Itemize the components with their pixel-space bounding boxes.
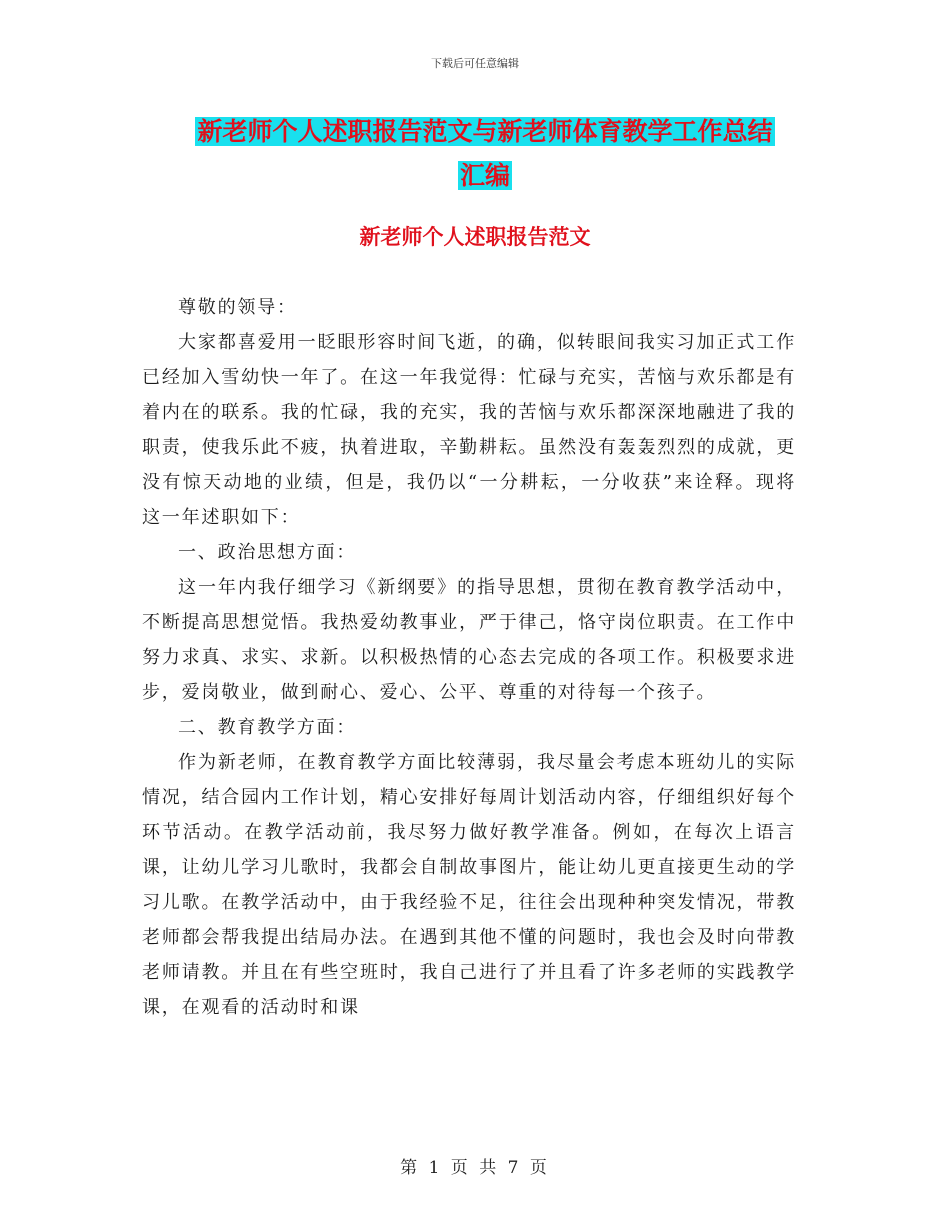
document-title	[150, 110, 820, 198]
section-title: 新老师个人述职报告范文	[359, 224, 591, 249]
section-heading: 二、教育教学方面：	[178, 717, 357, 738]
section-heading: 一、政治思想方面：	[178, 542, 357, 563]
title-line-1: 新老师个人述职报告范文与新老师体育教学工作总结	[197, 117, 773, 146]
body-paragraph: 这一年内我仔细学习《新纲要》的指导思想，贯彻在教育教学活动中，不断提高思想觉悟。我热爱幼教事业，严于律己，恪守岗位职责。在工作中努力求真、求实、求新。以积极热情的心态去完成的各项工作。积极要求进步，爱岗敬业，做到耐心、爱心、公平、尊重的对待每一个孩子。	[142, 577, 796, 703]
page-footer: 第 1 页 共 7 页	[400, 1158, 550, 1178]
header-note: 下载后可任意编辑	[431, 57, 519, 70]
document-body	[142, 290, 796, 1025]
body-paragraph: 大家都喜爱用一眨眼形容时间飞逝，的确，似转眼间我实习加正式工作已经加入雪幼快一年了。在这一年我觉得：忙碌与充实，苦恼与欢乐都是有着内在的联系。我的忙碌，我的充实，我的苦恼与欢乐都深深地融进了我的职责，使我乐此不疲，执着进取，辛勤耕耘。虽然没有轰轰烈烈的成就，更没有惊天动地的业绩，但是，我仍以“一分耕耘，一分收获”来诠释。现将这一年述职如下：	[142, 332, 796, 528]
salutation: 尊敬的领导：	[178, 297, 297, 318]
title-line-2: 汇编	[459, 161, 510, 190]
body-paragraph: 作为新老师，在教育教学方面比较薄弱，我尽量会考虑本班幼儿的实际情况，结合园内工作计划，精心安排好每周计划活动内容，仔细组织好每个环节活动。在教学活动前，我尽努力做好教学准备。例如，在每次上语言课，让幼儿学习儿歌时，我都会自制故事图片，能让幼儿更直接更生动的学习儿歌。在教学活动中，由于我经验不足，往往会出现种种突发情况，带教老师都会帮我提出结局办法。在遇到其他不懂的问题时，我也会及时向带教老师请教。并且在有些空班时，我自己进行了并且看了许多老师的实践教学课，在观看的活动时和课	[142, 752, 796, 1018]
